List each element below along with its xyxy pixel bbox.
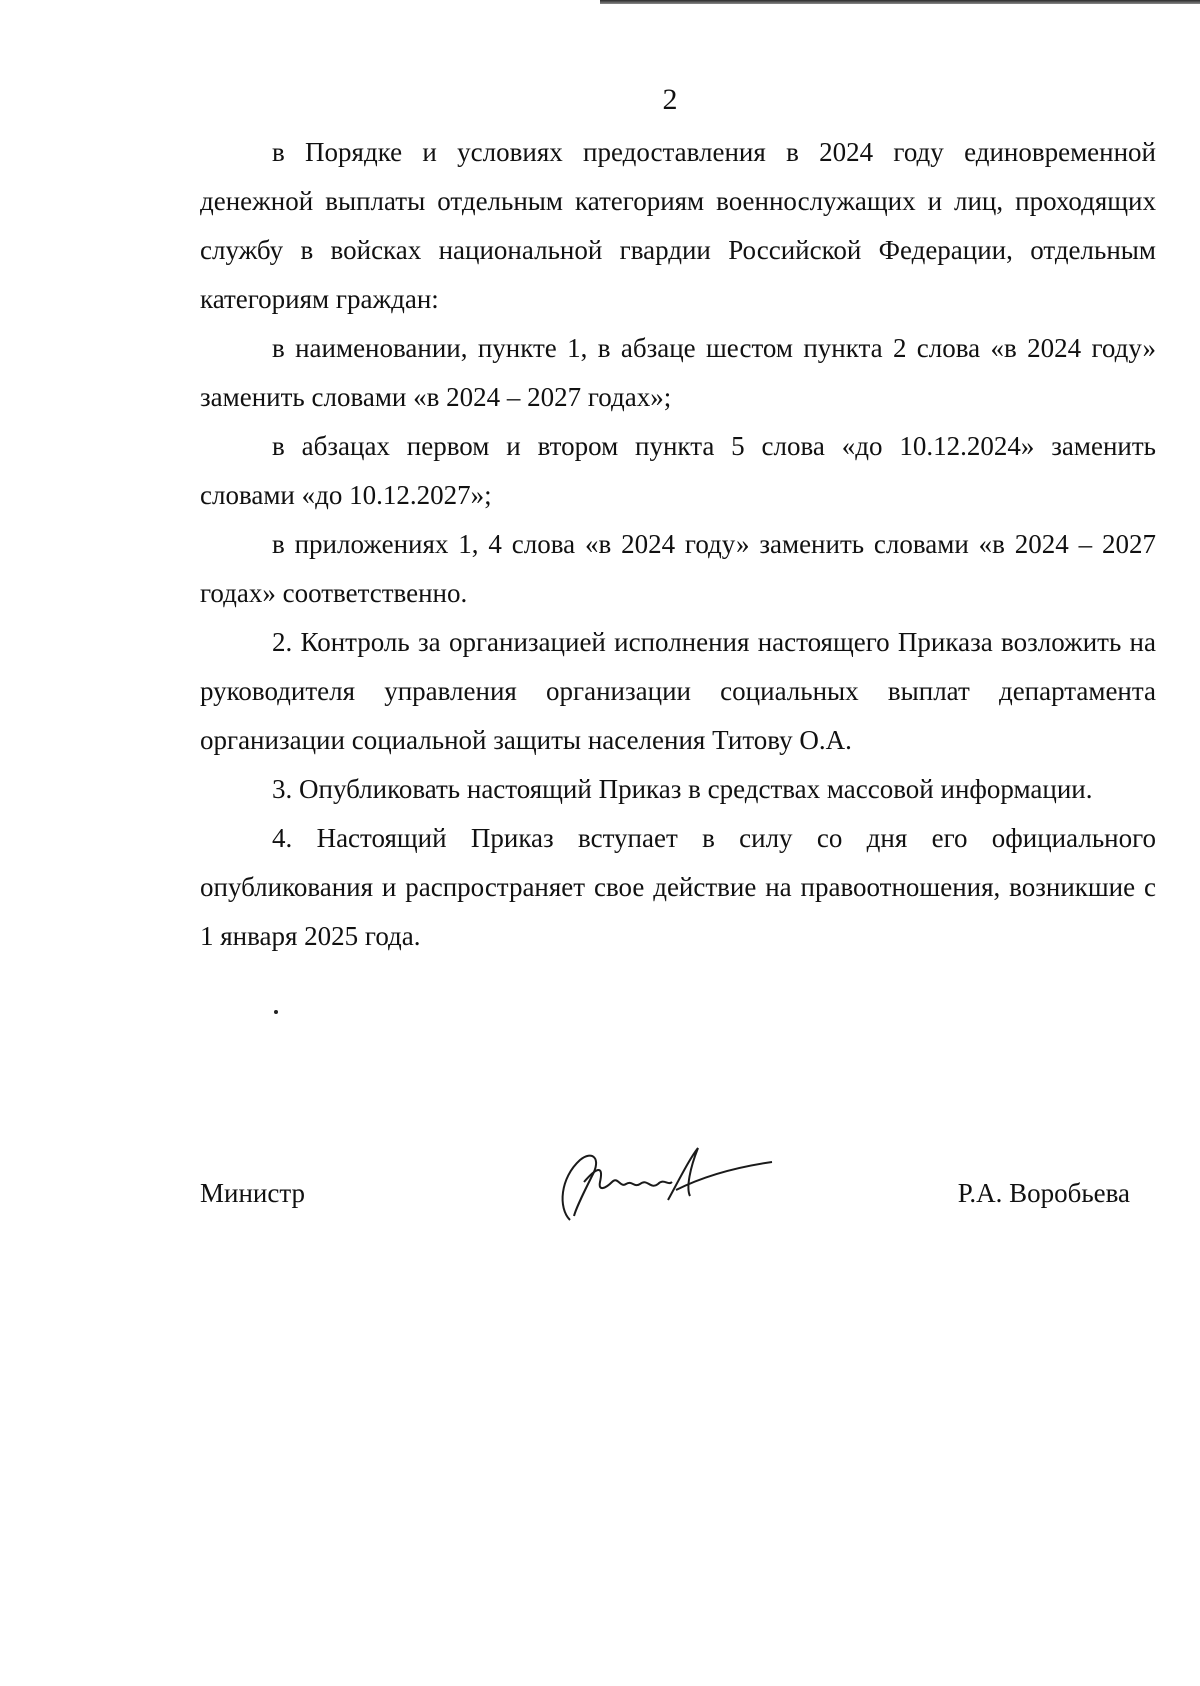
document-body: [200, 128, 1156, 961]
page-number: 2: [662, 83, 678, 116]
handwritten-signature-icon: [540, 1138, 780, 1238]
scan-dot: [274, 1010, 278, 1014]
signature-block: [200, 1148, 1130, 1288]
paragraph-amendment-intro: в Порядке и условиях предоставления в 2024 году единовременной денежной выплаты отдельным категориям военнослужащих и лиц, проходящих службу в войсках национальной гвардии Российской Федерации, отдельным категориям граждан:: [200, 137, 1156, 314]
scan-edge-top: [600, 0, 1200, 4]
paragraph-control: 2. Контроль за организацией исполнения настоящего Приказа возложить на руководителя управления организации социальных выплат департамента организации социальной защиты населения Титову О.А.: [200, 627, 1156, 755]
paragraph-amendment-appendices: в приложениях 1, 4 слова «в 2024 году» заменить словами «в 2024 – 2027 годах» соответственно.: [200, 529, 1156, 608]
paragraph-amendment-title: в наименовании, пункте 1, в абзаце шестом пункта 2 слова «в 2024 году» заменить словами «в 2024 – 2027 годах»;: [200, 333, 1156, 412]
position-title: Министр: [200, 1178, 305, 1208]
paragraph-amendment-point5: в абзацах первом и втором пункта 5 слова «до 10.12.2024» заменить словами «до 10.12.2027»;: [200, 431, 1156, 510]
signer-name: Р.А. Воробьева: [957, 1178, 1130, 1208]
paragraph-effective-date: 4. Настоящий Приказ вступает в силу со дня его официального опубликования и распространяет свое действие на правоотношения, возникшие с 1 января 2025 года.: [200, 823, 1156, 951]
paragraph-publish: 3. Опубликовать настоящий Приказ в средствах массовой информации.: [272, 774, 1093, 804]
